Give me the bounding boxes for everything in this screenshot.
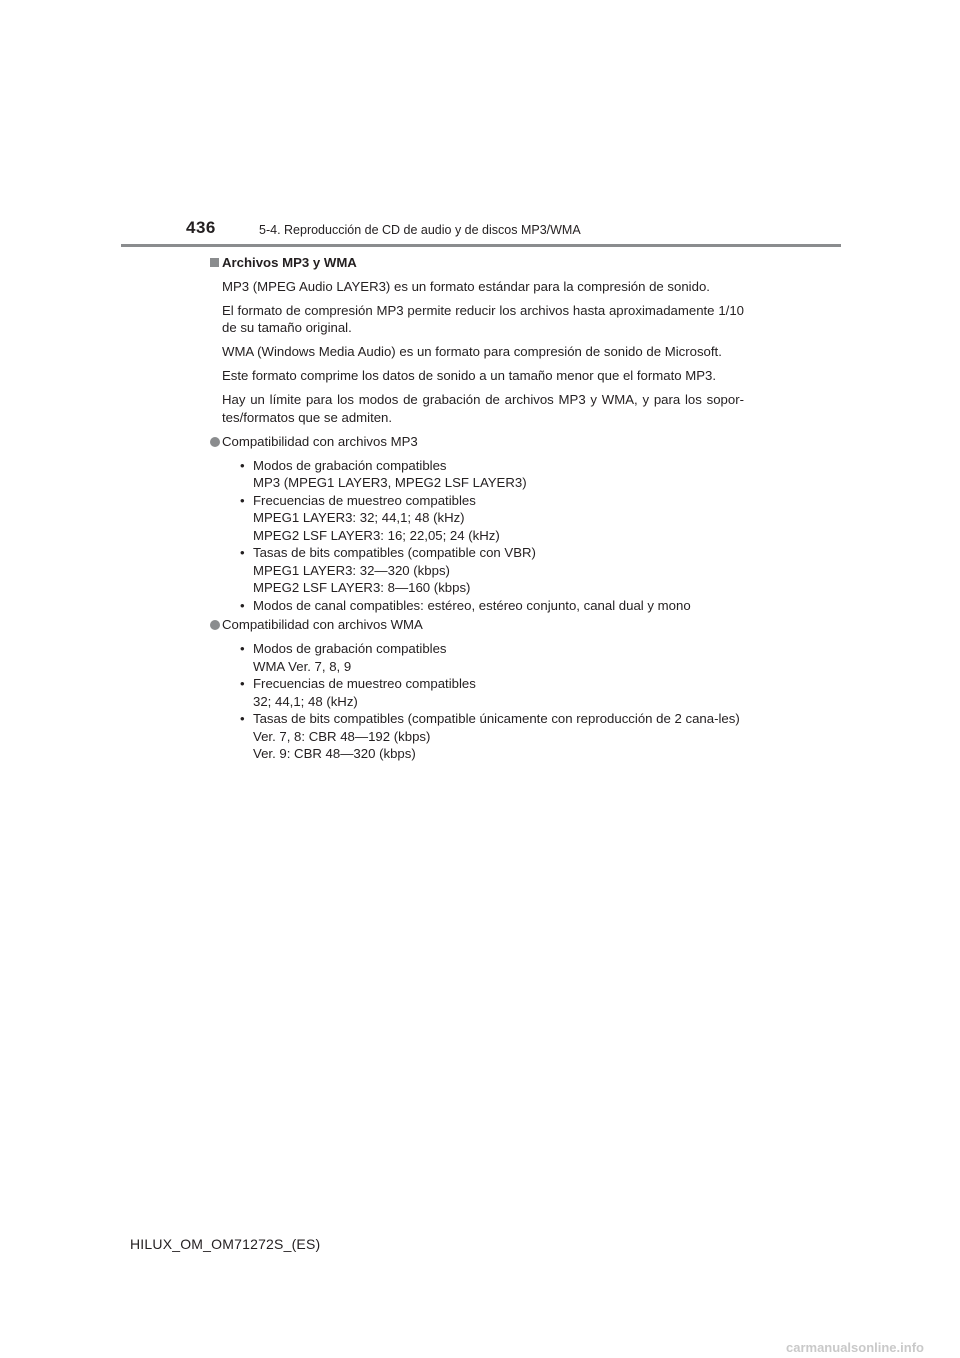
list-item-detail: Ver. 7, 8: CBR 48—192 (kbps) bbox=[253, 728, 431, 744]
subsection-heading-text: Compatibilidad con archivos WMA bbox=[222, 617, 423, 632]
section-heading bbox=[210, 254, 744, 272]
circle-bullet-icon bbox=[210, 620, 220, 630]
list-item bbox=[240, 640, 744, 675]
list-item-detail: 32; 44,1; 48 (kHz) bbox=[253, 693, 358, 709]
list-item-detail: MPEG1 LAYER3: 32; 44,1; 48 (kHz) bbox=[253, 510, 465, 525]
bullet-marker: • bbox=[240, 492, 245, 508]
paragraph: Hay un límite para los modos de grabación de archivos MP3 y WMA, y para los sopor-tes/formatos que se admiten. bbox=[222, 392, 744, 425]
paragraph: WMA (Windows Media Audio) es un formato para compresión de sonido de Microsoft. bbox=[222, 344, 722, 359]
section-title: 5-4. Reproducción de CD de audio y de discos MP3/WMA bbox=[259, 223, 581, 237]
bullet-marker: • bbox=[240, 457, 245, 473]
square-bullet-icon bbox=[210, 258, 219, 267]
subsection-heading bbox=[210, 616, 744, 634]
list-item-label: Modos de grabación compatibles bbox=[253, 457, 447, 473]
wma-compatibility bbox=[210, 616, 744, 763]
list-item-label: Tasas de bits compatibles (compatible con VBR) bbox=[253, 545, 536, 560]
bullet-list bbox=[210, 640, 744, 763]
list-item bbox=[240, 597, 744, 615]
paragraph: MP3 (MPEG Audio LAYER3) es un formato estándar para la compresión de sonido. bbox=[222, 278, 710, 294]
paragraph: El formato de compresión MP3 permite reducir los archivos hasta aproximadamente 1/10 de su tamaño original. bbox=[222, 302, 744, 335]
list-item-label: Tasas de bits compatibles (compatible únicamente con reproducción de 2 cana-les) bbox=[253, 711, 740, 726]
list-item-detail: WMA Ver. 7, 8, 9 bbox=[253, 658, 352, 674]
list-item-detail: MP3 (MPEG1 LAYER3, MPEG2 LSF LAYER3) bbox=[253, 475, 527, 490]
main-content bbox=[210, 254, 744, 764]
list-item-label: Modos de grabación compatibles bbox=[253, 641, 447, 656]
circle-bullet-icon bbox=[210, 437, 220, 447]
list-item bbox=[240, 492, 744, 545]
list-item-detail: MPEG2 LSF LAYER3: 8—160 (kbps) bbox=[253, 580, 471, 595]
list-item-label: Frecuencias de muestreo compatibles bbox=[253, 492, 476, 508]
bullet-marker: • bbox=[240, 641, 245, 656]
section-heading-text: Archivos MP3 y WMA bbox=[222, 255, 357, 270]
bullet-list bbox=[210, 457, 744, 615]
list-item bbox=[240, 457, 744, 492]
list-item bbox=[240, 710, 744, 763]
list-item bbox=[240, 675, 744, 710]
watermark: carmanualsonline.info bbox=[786, 1340, 924, 1355]
list-item-label: Frecuencias de muestreo compatibles bbox=[253, 676, 476, 691]
list-item-label: Modos de canal compatibles: estéreo, estéreo conjunto, canal dual y mono bbox=[253, 597, 691, 613]
mp3-compatibility bbox=[210, 433, 744, 615]
document-code: HILUX_OM_OM71272S_(ES) bbox=[130, 1236, 321, 1252]
bullet-marker: • bbox=[240, 676, 245, 691]
paragraph: Este formato comprime los datos de sonido a un tamaño menor que el formato MP3. bbox=[222, 368, 717, 383]
list-item-detail: MPEG1 LAYER3: 32—320 (kbps) bbox=[253, 562, 450, 578]
list-item-detail: Ver. 9: CBR 48—320 (kbps) bbox=[253, 746, 416, 761]
page-number: 436 bbox=[186, 218, 216, 237]
header-divider bbox=[121, 244, 841, 247]
bullet-marker: • bbox=[240, 711, 245, 726]
list-item-detail: MPEG2 LSF LAYER3: 16; 22,05; 24 (kHz) bbox=[253, 527, 500, 543]
subsection-heading-text: Compatibilidad con archivos MP3 bbox=[222, 433, 418, 449]
bullet-marker: • bbox=[240, 545, 245, 560]
subsection-heading bbox=[210, 433, 744, 451]
bullet-marker: • bbox=[240, 597, 245, 613]
list-item bbox=[240, 544, 744, 597]
